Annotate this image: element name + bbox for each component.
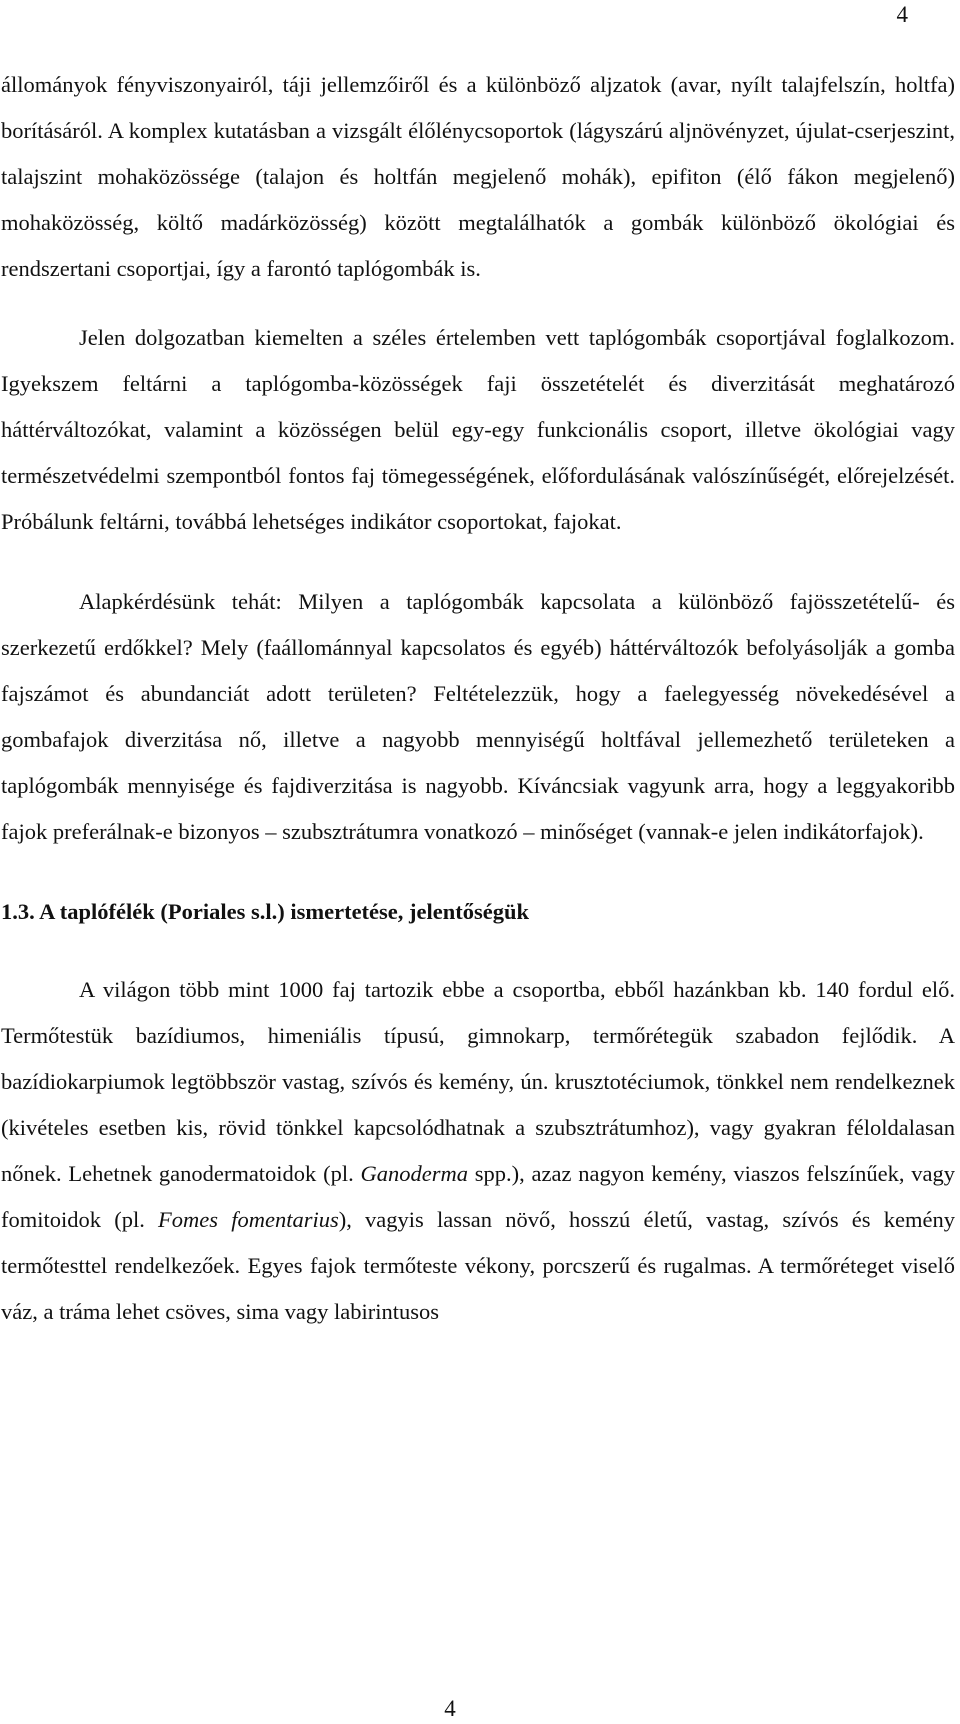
text-run: A világon több mint 1000 faj tartozik ebbe a csoportba, ebből hazánkban kb. 140 fordul elő. Termőtestük bazídiumos, himeniális típusú, gimnokarp, termőrétegük szabadon fejlődik. A bazídiokarpiumok legtöbbször vastag, szívós és kemény, ún. krusztotéciumok, tönkkel nem rendelkeznek (kivételes esetben kis, rövid tönkkel kapcsolódhatnak a szubsztrátumhoz), vagy gyakran féloldalasan nőnek. Lehetnek ganodermatoidok (pl. <box>1 977 955 1186</box>
text-run: spp.), azaz nagyon kemény, viaszos felszínűek, vagy fomitoidok (pl. <box>1 1161 955 1232</box>
document-body <box>1 62 955 1335</box>
page-number-bottom: 4 <box>444 1696 456 1721</box>
text-run: ), vagyis lassan növő, hosszú életű, vastag, szívós és kemény termőtesttel rendelkezőek. Egyes fajok termőteste vékony, porcszerű és rugalmas. A termőréteget viselő váz, a tráma lehet csöves, sima vagy labirintusos <box>1 1207 955 1324</box>
species-name-italic: Fomes fomentarius <box>158 1207 339 1232</box>
paragraph-intro-continued: állományok fényviszonyairól, táji jellemzőiről és a különböző aljzatok (avar, nyílt talajfelszín, holtfa) borításáról. A komplex kutatásban a vizsgált élőlénycsoportok (lágyszárú aljnövényzet, újulat-cserjeszint, talajszint mohaközössége (talajon és holtfán megjelenő mohák), epifiton (élő fákon megjelenő) mohaközösség, költő madárközösség) között megtalálhatók a gombák különböző ökológiai és rendszertani csoportjai, így a farontó taplógombák is. <box>1 72 955 281</box>
genus-name-italic: Ganoderma <box>360 1161 468 1186</box>
page-number-top: 4 <box>896 2 908 27</box>
paragraph-research-questions: Alapkérdésünk tehát: Milyen a taplógombák kapcsolata a különböző fajösszetételű- és szerkezetű erdőkkel? Mely (faállománnyal kapcsolatos és egyéb) háttérváltozók befolyásolják a gomba fajszámot és abundanciát adott területen? Feltételezzük, hogy a faelegyesség növekedésével a gombafajok diverzitása nő, illetve a nagyobb mennyiségű holtfával jellemezhető területeken a taplógombák mennyisége és fajdiverzitása is nagyobb. Kíváncsiak vagyunk arra, hogy a leggyakoribb fajok preferálnak-e bizonyos – szubsztrátumra vonatkozó – minőséget (vannak-e jelen indikátorfajok). <box>1 589 955 844</box>
paragraph-study-aim: Jelen dolgozatban kiemelten a széles értelemben vett taplógombák csoportjával foglalkozom. Igyekszem feltárni a taplógomba-közösségek faji összetételét és diverzitását meghatározó háttérváltozókat, valamint a közösségen belül egy-egy funkcionális csoport, illetve ökológiai vagy természetvédelmi szempontból fontos faj tömegességének, előfordulásának valószínűségét, előrejelzését. Próbálunk feltárni, továbbá lehetséges indikátor csoportokat, fajokat. <box>1 325 955 534</box>
section-heading: 1.3. A taplófélék (Poriales s.l.) ismertetése, jelentőségük <box>1 899 530 924</box>
paragraph-poriales-description <box>1 967 955 1335</box>
